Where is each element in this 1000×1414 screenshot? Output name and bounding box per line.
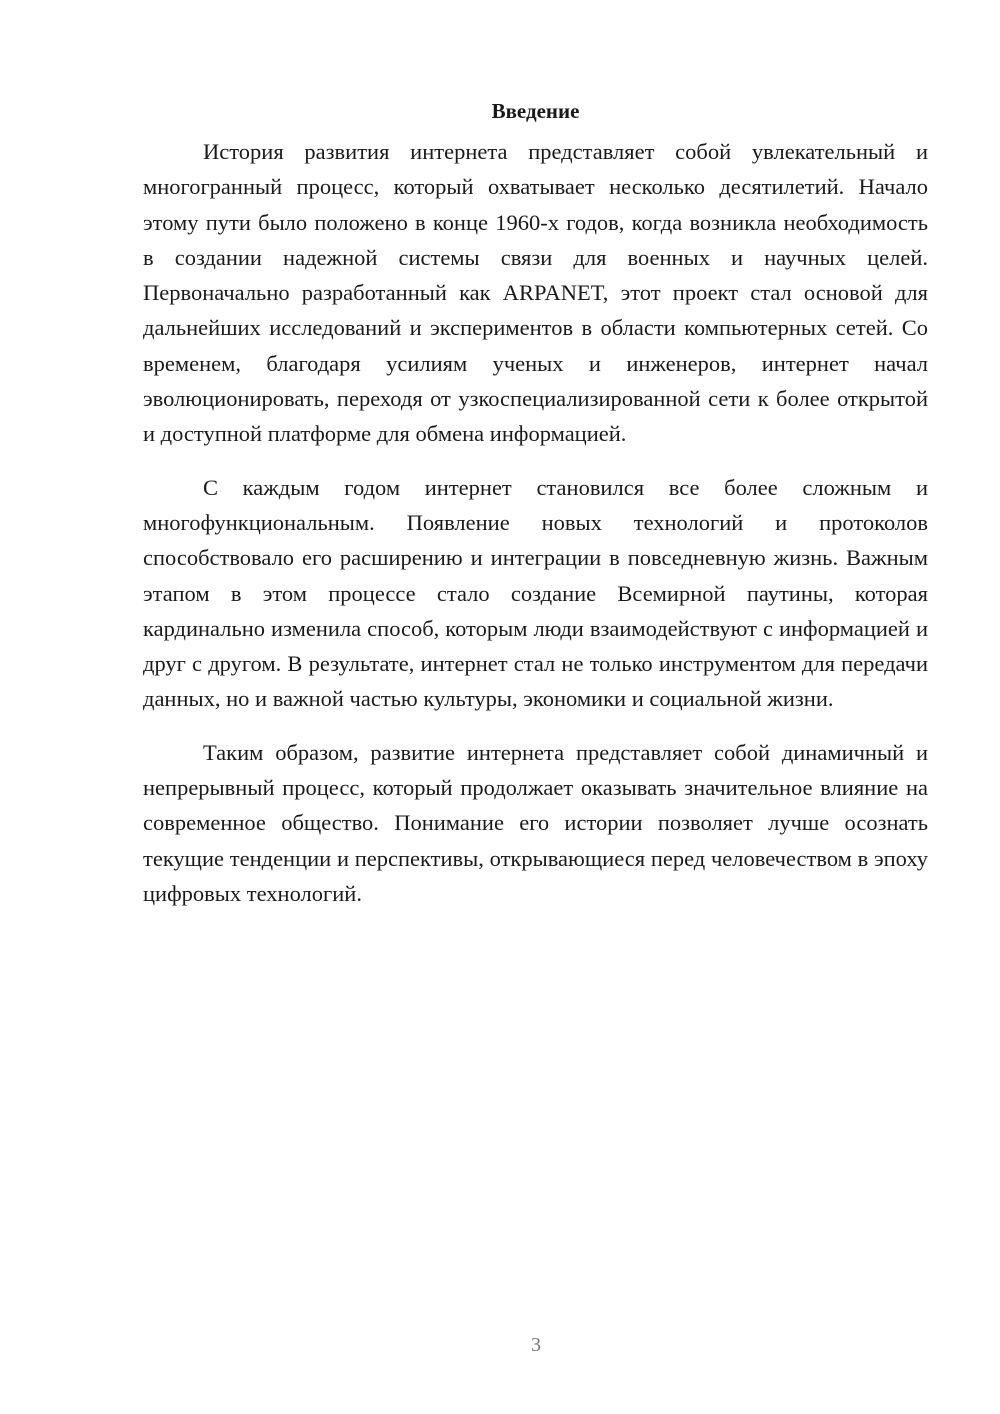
section-title: Введение <box>491 99 580 123</box>
paragraph-2: С каждым годом интернет становился все более сложным и многофункциональным. Появление новых технологий и протоколов способствовало его расширению и интеграции в повседневную жизнь. Важным этапом в этом процессе стало создание Всемирной паутины, которая кардинально изменила способ, которым люди взаимодействуют с информацией и друг с другом. В результате, интернет стал не только инструментом для передачи данных, но и важной частью культуры, экономики и социальной жизни. <box>143 474 928 712</box>
paragraph-1: История развития интернета представляет собой увлекательный и многогранный процесс, который охватывает несколько десятилетий. Начало этому пути было положено в конце 1960-х годов, когда возникла необходимость в создании надежной системы связи для военных и научных целей. Первоначально разработанный как ARPANET, этот проект стал основой для дальнейших исследований и экспериментов в области компьютерных сетей. Со временем, благодаря усилиям ученых и инженеров, интернет начал эволюционировать, переходя от узкоспециализированной сети к более открытой и доступной платформе для обмена информацией. <box>143 139 928 447</box>
page-number: 3 <box>531 1334 541 1356</box>
paragraph-3: Таким образом, развитие интернета представляет собой динамичный и непрерывный процесс, который продолжает оказывать значительное влияние на современное общество. Понимание его истории позволяет лучше осознать текущие тенденции и перспективы, открывающиеся перед человечеством в эпоху цифровых технологий. <box>143 739 928 906</box>
page-content <box>143 96 928 929</box>
